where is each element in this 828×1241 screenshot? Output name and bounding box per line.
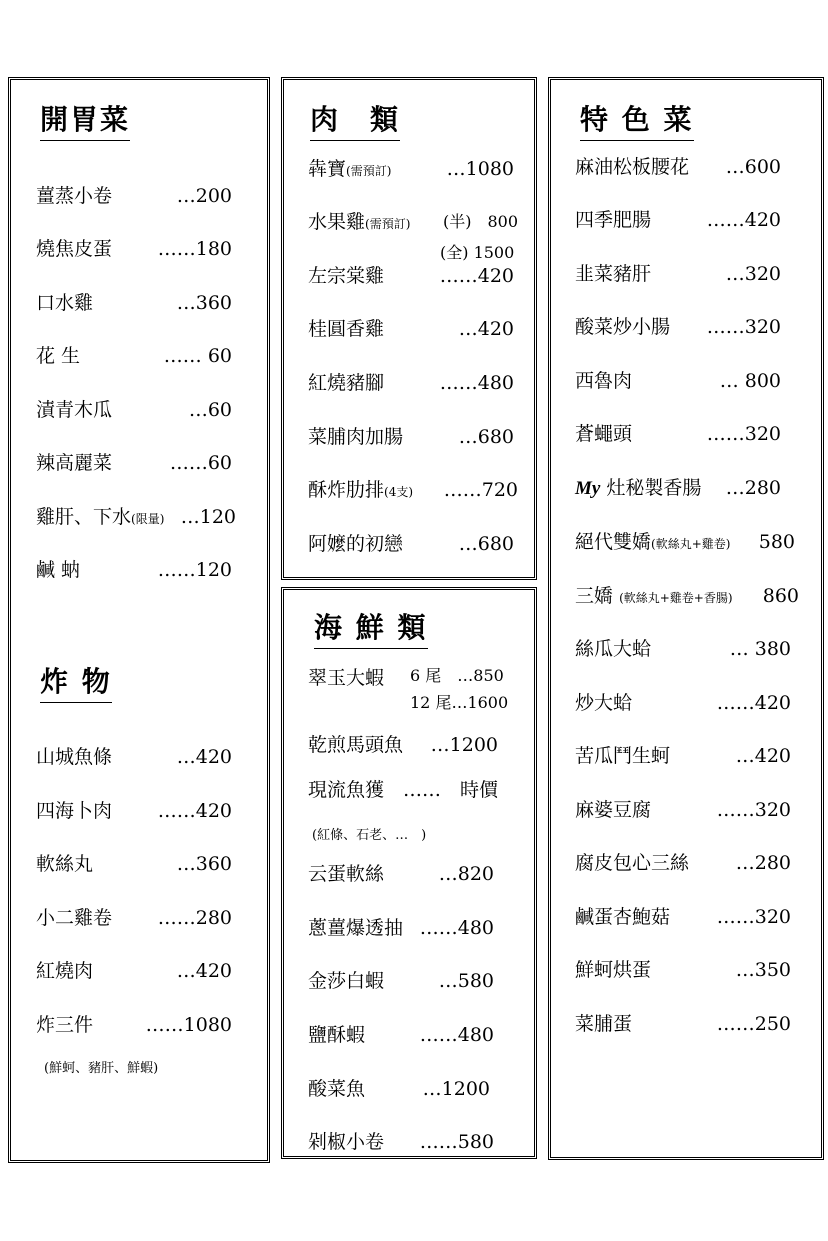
seafood-heading: 海 鮮 類 <box>314 606 428 649</box>
specials-panel <box>548 77 824 1160</box>
shrimp-price-12: 12 尾…1600 <box>410 693 509 712</box>
meat-heading: 肉 類 <box>310 98 400 141</box>
fish-note: (紅條、石老、… ) <box>312 828 427 843</box>
fried-footnote: (鮮蚵、豬肝、鮮蝦) <box>44 1061 159 1076</box>
shrimp-price-6: 6 尾 …850 <box>410 666 504 685</box>
specials-heading: 特 色 菜 <box>580 98 694 141</box>
fried-heading: 炸 物 <box>40 660 112 703</box>
appetizers-heading: 開胃菜 <box>40 98 130 141</box>
chicken-full-price: (全) 1500 <box>440 243 515 262</box>
